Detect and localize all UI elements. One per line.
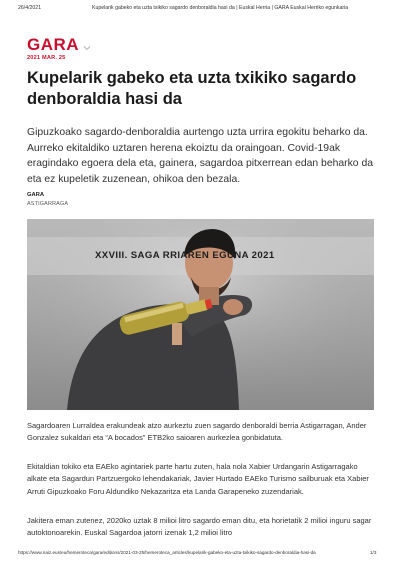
page-number: 1/3 [370,550,377,555]
print-header [0,0,400,16]
print-date: 26/4/2021 [18,5,42,11]
article-paragraph: Jakitera eman zutenez, 2020ko uztak 8 milioi litro sagardo eman ditu, eta horietatik 2 milioi inguru sagar autoktonoarekin. Euskal Sagardoa jatorri izenak 1,2 milioi litro [27,516,372,538]
article-paragraph: Sagardoaren Lurraldea erakundeak atzo aurkeztu zuen sagardo denboraldi berria Astigarragan, Ander Gonzalez sukaldari eta “A bocados” ETB2ko saioaren aurkezlea gonbidatuta. [27,421,367,443]
article-lede: Gipuzkoako sagardo-denboraldia aurtengo uzta urrira egokitu beharko da. Aurreko ekitaldiko uztaren herena ekoiztu da oraingoan. Covid-19ak eragindako egoera dela eta, gainera, sagardoa pitxerrean edan beharko da eta ez kupeletik zuzenean, ohikoa den bezala. [27,127,374,185]
photo-illustration [27,219,374,410]
article-place: ASTIGARRAGA [27,201,69,207]
article-headline: Kupelarik gabeko eta uzta txikiko sagardo denboraldia hasi da [27,69,357,108]
publication-date: 2021 MAR. 25 [27,55,66,61]
print-page-title: Kupelarik gabeko eta uzta txikiko sagardo denboraldia hasi da | Euskal Herria | GARA Euskal Herriko egunkaria [92,5,349,11]
chevron-down-icon[interactable] [83,39,91,47]
article-photo [27,219,374,410]
photo-banner-text: XXVIII. SAGA RRIAREN EGUNA 2021 [95,250,275,261]
masthead [27,36,79,54]
print-url[interactable]: https://www.naiz.eus/eu/hemeroteca/gara/editions/2021-03-25/hemeroteca_articles/kupelarik-gabeko-eta-uzta-txikiko-sagardo-denboraldia-hasi-da [18,550,316,555]
print-footer [0,546,400,560]
article-author: GARA [27,192,45,198]
article-paragraph: Ekitaldian tokiko eta EAEko agintariek parte hartu zuten, hala nola Xabier Urdangarin Astigarragako alkate eta Sagardun Partzuergoko lehendakariak, Javier Hurtado EAEko Turismo sailburuak eta Xabier Arruti Gipuzkoako Foru Aldundiko Nekazaritza eta Landa Garapeneko zuzendariak. [27,462,369,496]
gara-logo[interactable]: GARA [27,35,80,54]
